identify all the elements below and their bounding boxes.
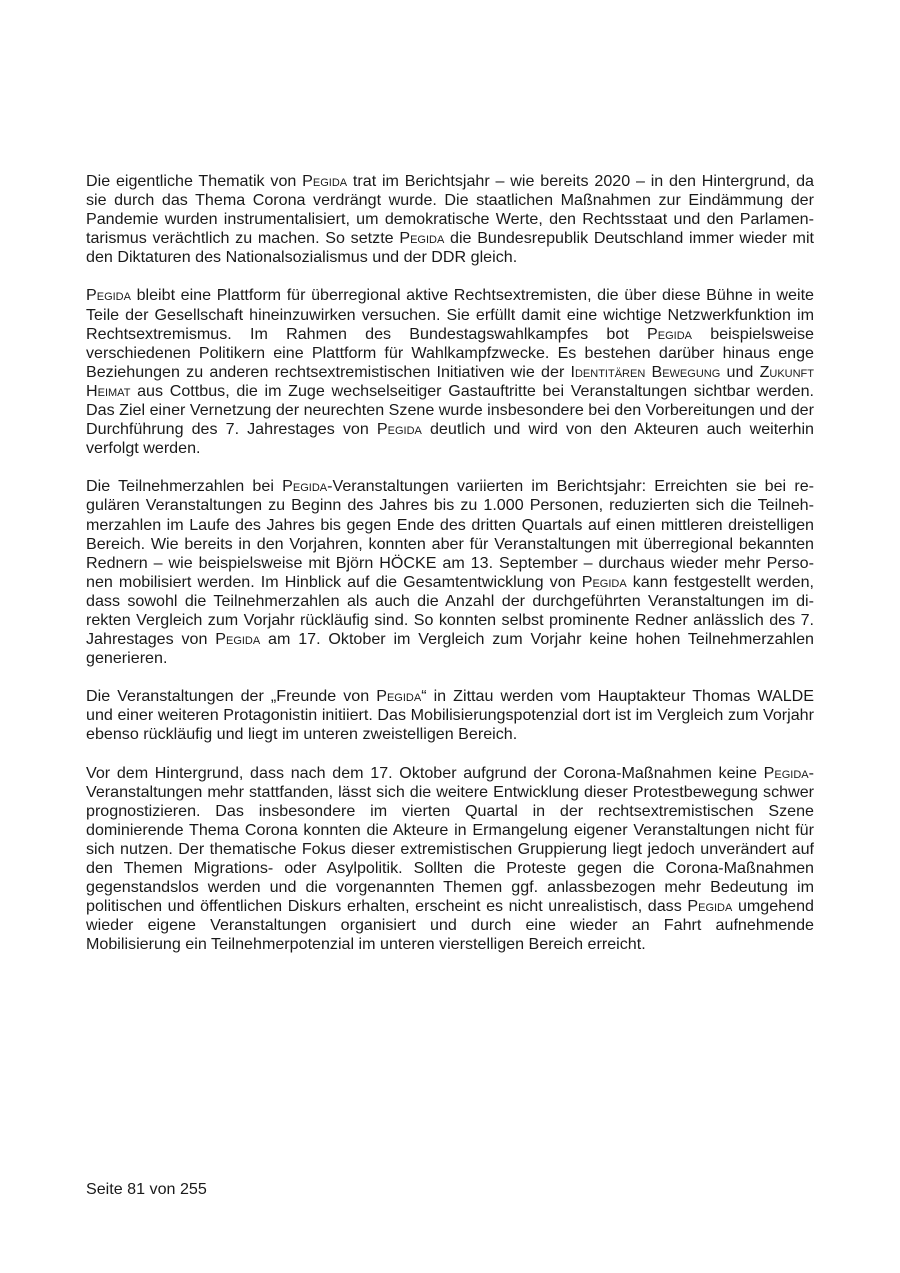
small-caps-name: Identitären Bewegung — [570, 362, 721, 381]
document-body — [86, 172, 814, 973]
small-caps-name: Pegida — [399, 229, 445, 248]
small-caps-name: Zukunft Heimat — [86, 362, 815, 400]
text-run: am 17. Oktober im Vergleich zum Vorjahr keine hohen Teilnehmerzahlen generieren. — [86, 630, 814, 668]
small-caps-name: Pegida — [687, 897, 733, 916]
text-run: Vor dem Hintergrund, dass nach dem 17. Oktober aufgrund der Corona-Maßnahmen keine — [86, 763, 764, 782]
text-run: bleibt eine Plattform für überregional aktive Rechtsextremisten, die über diese Bühne in weite Teile der Gesellschaft hineinzuwirken versuchen. Sie erfüllt damit eine wichtige Netzwerkfunktion im Rechtsextremismus. Im Rahmen des Bundestagswahlkampfes bot — [86, 286, 814, 343]
text-run: trat im Berichtsjahr – wie bereits 2020 – in den Hintergrund, da sie durch das Thema Corona verdrängt wurde. Die staatlichen Maßnahmen zur Eindämmung der Pandemie wurden instrumentalisiert, um demokratische Werte, den Rechtsstaat und den Parlamentarismus verächtlich zu machen. So setzte — [86, 172, 814, 248]
small-caps-name: Pegida — [215, 630, 261, 649]
page-number: Seite 81 von 255 — [86, 1180, 207, 1198]
small-caps-name: Pegida — [282, 477, 328, 496]
paragraph — [86, 172, 814, 267]
small-caps-name: Pegida — [302, 172, 348, 190]
text-run: -Veranstaltungen variierten im Berichtsjahr: Erreichten sie bei regulären Veranstaltungen zu Beginn des Jahres bis zu 1.000 Personen, reduzierten sich die Teilnehmerzahlen im Laufe des Jahres bis gegen Ende des dritten Quartals auf einen mittleren dreistelligen Bereich. Wie bereits in den Vorjahren, konnten aber für Veranstaltungen mit überregional bekannten Rednern – wie beispielsweise mit Björn HÖCKE am 13. September – durchaus wieder mehr Personen mobilisiert werden. Im Hinblick auf die Gesamtentwicklung von — [86, 477, 815, 591]
text-run: -Veranstaltungen mehr stattfanden, lässt sich die weitere Entwicklung dieser Protestbewegung schwer prognostizieren. Das insbesondere im vierten Quartal in der rechtsextremistischen Szene dominierende Thema Corona konnten die Akteure in Ermangelung eigener Veranstaltungen nicht für sich nutzen. Der thematische Fokus dieser extremistischen Gruppierung liegt jedoch unverändert auf den Themen Migrations- oder Asylpolitik. Sollten die Proteste gegen die Corona-Maßnahmen gegenstandslos werden und die vorgenannten Themen ggf. anlassbezogen mehr Bedeutung im politischen und öffentlichen Diskurs erhalten, erscheint es nicht unrealistisch, dass — [86, 763, 814, 916]
text-run: deutlich und wird von den Akteuren auch weiterhin verfolgt werden. — [86, 420, 814, 458]
text-run: Die Teilnehmerzahlen bei — [86, 477, 283, 496]
paragraph — [86, 764, 814, 955]
small-caps-name: Pegida — [763, 763, 809, 782]
text-run: die Bundesrepublik Deutschland immer wieder mit den Diktaturen des Nationalsozialismus und der DDR gleich. — [86, 229, 814, 267]
small-caps-name: Pegida — [376, 687, 422, 706]
text-run: aus Cottbus, die im Zuge wechselseitiger Gastauftritte bei Veranstaltungen sichtbar werden. Das Ziel einer Vernetzung der neurechten Szene wurde insbesondere bei den Vorbereitungen und der Durchführung des 7. Jahrestages von — [86, 381, 814, 439]
small-caps-name: Pegida — [581, 572, 627, 591]
text-run: umgehend wieder eigene Veranstaltungen organisiert und durch eine wieder an Fahrt aufnehmende Mobilisierung ein Teilnehmerpotenzial im unteren vierstelligen Bereich erreicht. — [86, 897, 814, 954]
text-run: kann festgestellt werden, dass sowohl die Teilnehmerzahlen als auch die Anzahl der durchgeführten Veranstaltungen im direkten Vergleich zum Vorjahr rückläufig sind. So konnten selbst prominente Redner anlässlich des 7. Jahrestages von — [86, 572, 814, 649]
paragraph — [86, 687, 814, 744]
small-caps-name: Pegida — [86, 286, 131, 305]
text-run: “ in Zittau werden vom Hauptakteur Thomas WALDE und einer weiteren Protagonistin initiiert. Das Mobilisierungspotenzial dort ist im Vergleich zum Vorjahr ebenso rückläufig und liegt im unteren zweistelligen Bereich. — [86, 687, 815, 744]
paragraph — [86, 286, 814, 458]
paragraph — [86, 477, 814, 668]
small-caps-name: Pegida — [376, 420, 422, 439]
text-run: Die eigentliche Thematik von — [86, 172, 303, 190]
text-run: Die Veranstaltungen der „Freunde von — [86, 687, 377, 706]
text-run: beispielsweise verschiedenen Politikern eine Plattform für Wahlkampfzwecke. Es bestehen darüber hinaus enge Beziehungen zu anderen rechtsextremistischen Initiativen wie der — [86, 324, 814, 381]
small-caps-name: Pegida — [647, 324, 692, 343]
text-run: und — [720, 362, 760, 381]
